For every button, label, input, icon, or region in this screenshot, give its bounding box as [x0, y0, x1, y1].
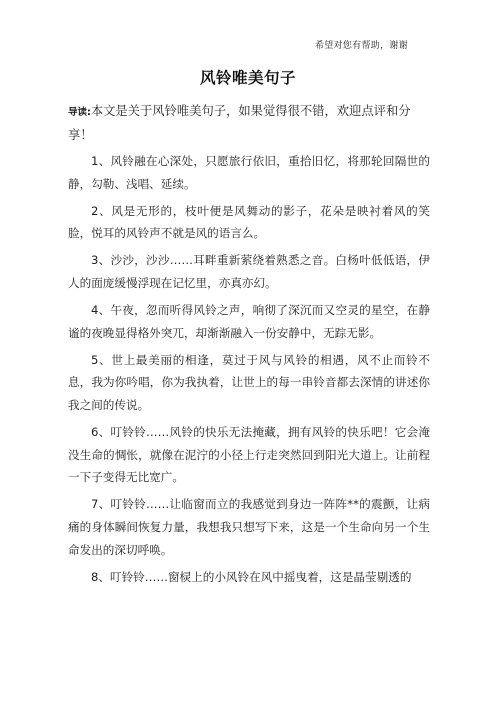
intro-label: 导读: — [68, 107, 91, 118]
paragraph-4: 4、午夜，忽而听得风铃之声，响彻了深沉而又空灵的星空，在静谧的夜晚显得格外突兀，却渐渐融入一份安静中，无踪无影。 — [68, 303, 430, 340]
intro-text: 本文是关于风铃唯美句子，如果觉得很不错，欢迎点评和分享！ — [68, 104, 411, 142]
paragraph-8: 8、叮铃铃……窗棂上的小风铃在风中摇曳着，这是晶莹剔透的 — [91, 569, 412, 584]
intro-paragraph — [68, 100, 430, 146]
paragraph-3: 3、沙沙，沙沙……耳畔重新萦绕着熟悉之音。白杨叶低低语，伊人的面庞缓慢浮现在记忆里，亦真亦幻。 — [68, 253, 430, 290]
paragraph-2: 2、风是无形的，枝叶便是风舞动的影子，花朵是映衬着风的笑脸，悦耳的风铃声不就是风的语言么。 — [68, 203, 430, 241]
paragraph-5: 5、世上最美丽的相逢，莫过于风与风铃的相遇，风不止而铃不息，我为你吟唱，你为我执着，让世上的每一串铃音都去深情的讲述你我之间的传说。 — [68, 352, 430, 412]
paragraph-6: 6、叮铃铃……风铃的快乐无法掩藏，拥有风铃的快乐吧！它会淹没生命的惆怅，就像在泥泞的小径上行走突然回到阳光大道上。让前程一下子变得无比宽广。 — [68, 425, 430, 485]
paragraph-1: 1、风铃融在心深处，只愿旅行依旧，重拾旧忆，将那轮回隔世的静，勾勒、浅唱、延续。 — [68, 154, 430, 191]
paragraph-7: 7、叮铃铃……让临窗而立的我感觉到身边一阵阵**的震颤，让病痛的身体瞬间恢复力量，我想我只想写下来，这是一个生命向另一个生命发出的深切呼唤。 — [68, 497, 430, 557]
page-title: 风铃唯美句子 — [199, 69, 296, 87]
document-body — [68, 100, 430, 593]
header-note: 希望对您有帮助，谢谢 — [314, 41, 408, 51]
